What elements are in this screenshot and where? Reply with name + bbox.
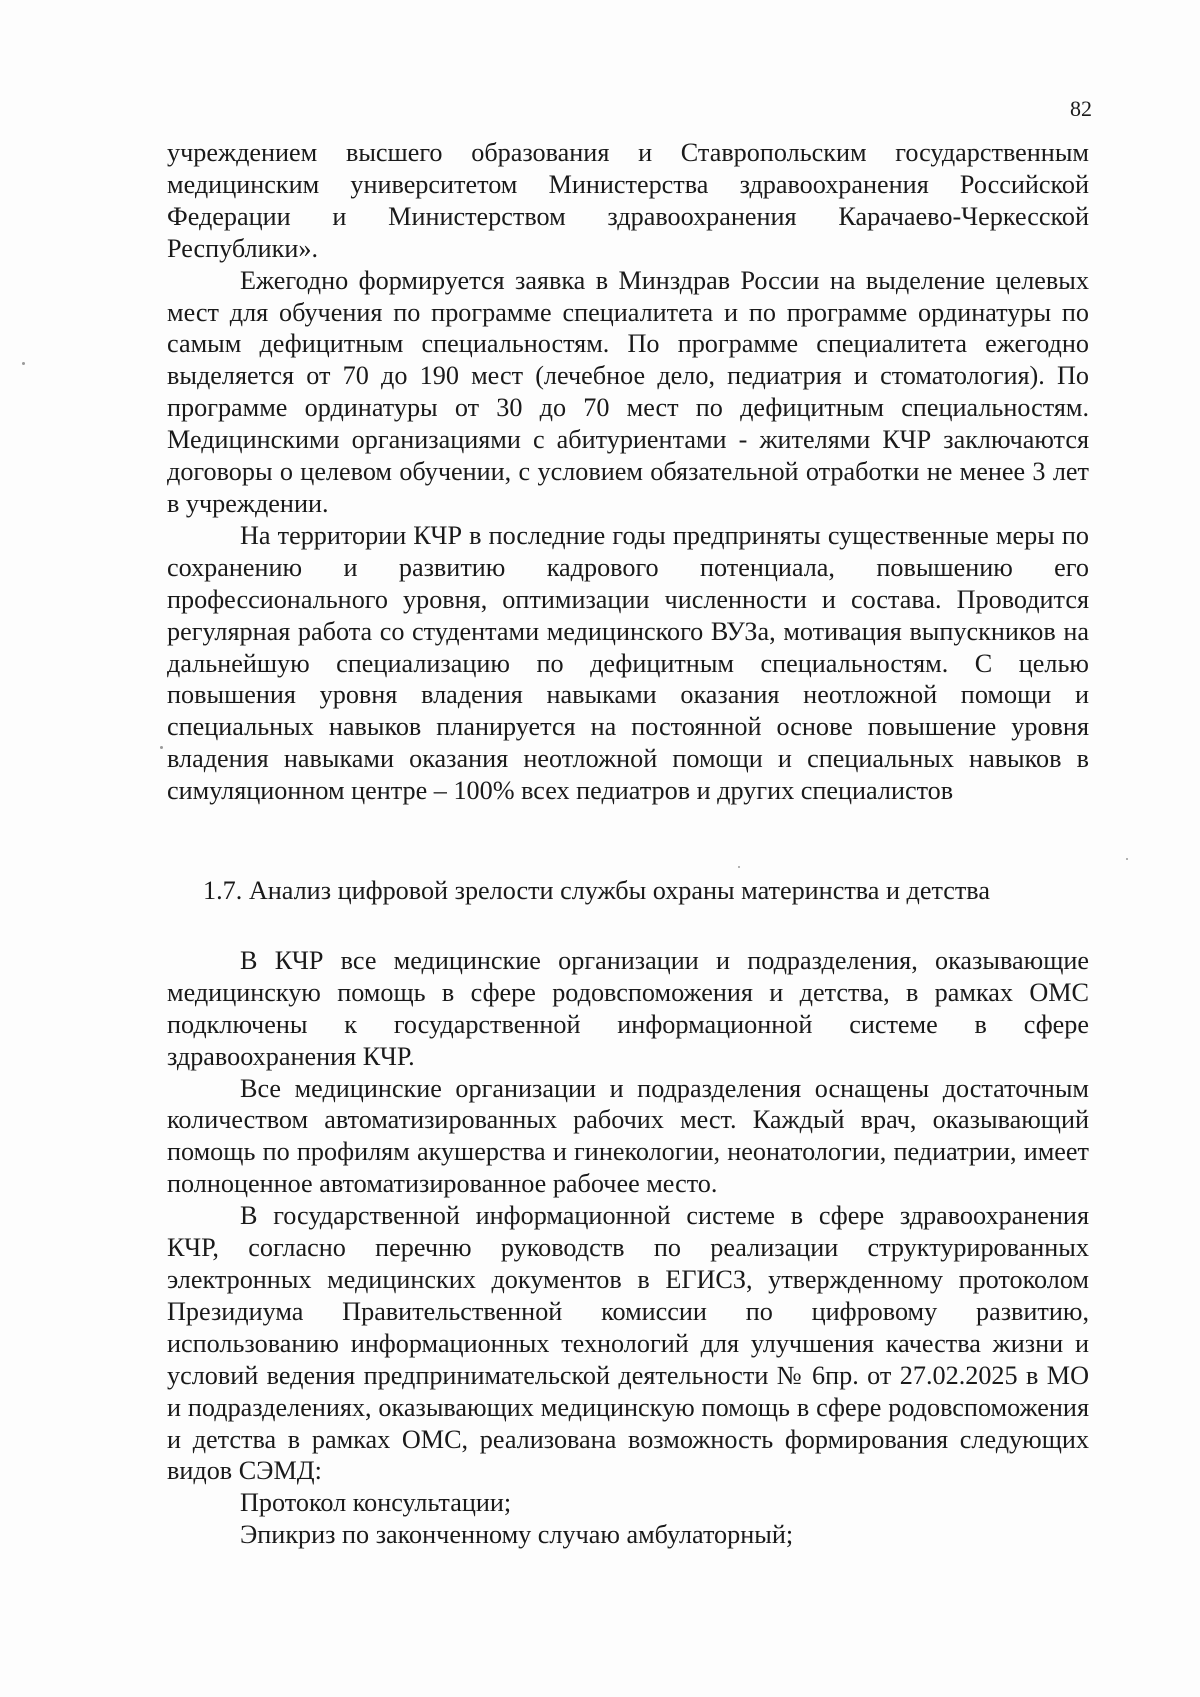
scan-speck: [1126, 858, 1128, 860]
scan-speck: [160, 746, 163, 749]
document-body: [167, 137, 1089, 1551]
paragraph-connected-organizations: В КЧР все медицинские организации и подразделения, оказывающие медицинскую помощь в сфере родовспоможения и детства, в рамках ОМС подключены к государственной информационной системе в сфере здравоохранения КЧР.: [167, 945, 1089, 1071]
list-item: Протокол консультации;: [240, 1488, 512, 1518]
paragraph-staff-measures: На территории КЧР в последние годы предприняты существенные меры по сохранению и развитию кадрового потенциала, повышению его профессионального уровня, оптимизации численности и состава. Проводится регулярная работа со студентами медицинского ВУЗа, мотивация выпускников на дальнейшую специализацию по дефицитным специальностям. С целью повышения уровня владения навыками оказания неотложной помощи и специальных навыков планируется на постоянной основе повышение уровня владения навыками оказания неотложной помощи и специальных навыков в симуляционном центре – 100% всех педиатров и других специалистов: [167, 520, 1089, 806]
page-number: 82: [1070, 96, 1092, 121]
paragraph-workstations: Все медицинские организации и подразделения оснащены достаточным количеством автоматизированных рабочих мест. Каждый врач, оказывающий помощь по профилям акушерства и гинекологии, неонатологии, педиатрии, имеет полноценное автоматизированное рабочее место.: [167, 1073, 1089, 1199]
section-heading: 1.7. Анализ цифровой зрелости службы охраны материнства и детства: [203, 876, 990, 906]
list-item: Эпикриз по законченному случаю амбулаторный;: [240, 1520, 794, 1550]
paragraph-continuation: учреждением высшего образования и Ставропольским государственным медицинским университетом Министерства здравоохранения Российской Федерации и Министерством здравоохранения Карачаево-Черкесской Республики».: [167, 138, 1089, 263]
scan-speck: [22, 362, 25, 365]
paragraph-target-places: Ежегодно формируется заявка в Минздрав России на выделение целевых мест для обучения по программе специалитета и по программе ординатуры по самым дефицитным специальностям. По программе специалитета ежегодно выделяется от 70 до 190 мест (лечебное дело, педиатрия и стоматология). По программе ординатуры от 30 до 70 мест по дефицитным специальностям. Медицинскими организациями с абитуриентами - жителями КЧР заключаются договоры о целевом обучении, с условием обязательной отработки не менее 3 лет в учреждении.: [167, 265, 1089, 518]
paragraph-semd-types: В государственной информационной системе в сфере здравоохранения КЧР, согласно перечню руководств по реализации структурированных электронных медицинских документов в ЕГИСЗ, утвержденному протоколом Президиума Правительственной комиссии по цифровому развитию, использованию информационных технологий для улучшения качества жизни и условий ведения предпринимательской деятельности № 6пр. от 27.02.2025 в МО и подразделениях, оказывающих медицинскую помощь в сфере родовспоможения и детства в рамках ОМС, реализована возможность формирования следующих видов СЭМД:: [167, 1201, 1089, 1486]
scan-speck: [738, 866, 740, 868]
